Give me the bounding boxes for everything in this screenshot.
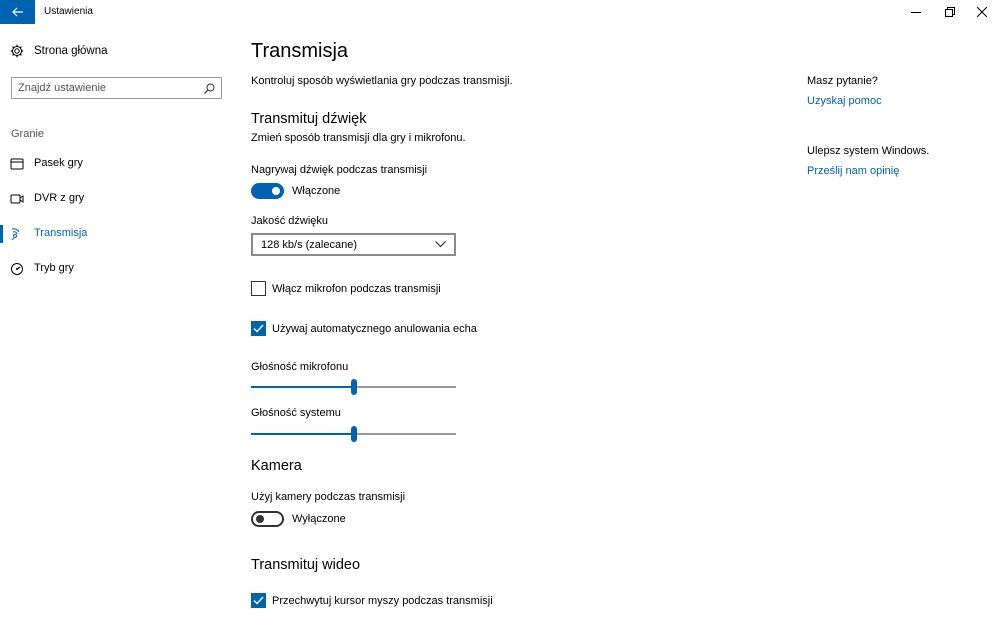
mic-volume-slider[interactable] bbox=[251, 379, 456, 395]
minimize-button[interactable] bbox=[898, 0, 934, 24]
checkmark-icon bbox=[253, 596, 264, 605]
page-description: Kontroluj sposób wyświetlania gry podczas transmisji. bbox=[251, 75, 513, 87]
audio-quality-dropdown[interactable] bbox=[251, 233, 456, 256]
mic-checkbox-row[interactable] bbox=[251, 281, 441, 296]
record-audio-toggle[interactable] bbox=[251, 183, 284, 199]
restore-icon bbox=[945, 7, 955, 17]
question-text: Masz pytanie? bbox=[807, 75, 878, 87]
get-help-link[interactable]: Uzyskaj pomoc bbox=[807, 95, 882, 107]
sidebar-item-label: Pasek gry bbox=[34, 157, 83, 169]
sidebar-item-broadcast[interactable] bbox=[0, 222, 232, 246]
cursor-checkbox-row[interactable] bbox=[251, 593, 493, 608]
improve-text: Ulepsz system Windows. bbox=[807, 145, 930, 157]
checkmark-icon bbox=[253, 324, 264, 333]
video-heading: Transmituj wideo bbox=[251, 557, 361, 573]
echo-checkbox[interactable] bbox=[251, 321, 266, 336]
record-audio-state: Włączone bbox=[292, 185, 341, 197]
camera-state: Wyłączone bbox=[292, 513, 346, 525]
camera-use-label: Użyj kamery podczas transmisji bbox=[251, 491, 406, 503]
camera-toggle-row bbox=[251, 511, 346, 527]
title-bar bbox=[0, 0, 1000, 24]
page-title: Transmisja bbox=[251, 40, 349, 62]
close-icon bbox=[977, 7, 987, 17]
game-bar-icon bbox=[10, 157, 24, 171]
audio-heading: Transmituj dźwięk bbox=[251, 111, 367, 127]
sidebar-item-label: Transmisja bbox=[34, 227, 88, 239]
app-title: Ustawienia bbox=[44, 6, 93, 17]
chevron-down-icon bbox=[435, 241, 446, 248]
system-volume-label: Głośność systemu bbox=[251, 407, 341, 419]
section-label: Granie bbox=[11, 128, 45, 140]
gear-icon bbox=[10, 44, 24, 58]
sidebar-item-game-bar[interactable] bbox=[0, 152, 232, 176]
echo-checkbox-label: Używaj automatycznego anulowania echa bbox=[272, 322, 477, 335]
back-button[interactable] bbox=[0, 0, 35, 24]
close-button[interactable] bbox=[964, 0, 1000, 24]
game-dvr-icon bbox=[10, 192, 24, 206]
audio-quality-label: Jakość dźwięku bbox=[251, 215, 329, 227]
camera-toggle[interactable] bbox=[251, 511, 284, 527]
minimize-icon bbox=[911, 7, 921, 17]
camera-heading: Kamera bbox=[251, 458, 302, 474]
mic-checkbox[interactable] bbox=[251, 281, 266, 296]
sidebar bbox=[0, 24, 232, 637]
home-nav-item[interactable] bbox=[10, 44, 108, 58]
record-audio-label: Nagrywaj dźwięk podczas transmisji bbox=[251, 164, 428, 176]
sidebar-item-label: Tryb gry bbox=[34, 262, 74, 274]
search-box[interactable] bbox=[11, 77, 222, 99]
audio-quality-value: 128 kb/s (zalecane) bbox=[261, 238, 357, 251]
mic-checkbox-label: Włącz mikrofon podczas transmisji bbox=[272, 282, 441, 295]
back-arrow-icon bbox=[12, 7, 24, 17]
home-label: Strona główna bbox=[34, 45, 108, 57]
sidebar-item-game-dvr[interactable] bbox=[0, 187, 232, 211]
cursor-checkbox-label: Przechwytuj kursor myszy podczas transmisji bbox=[272, 594, 493, 607]
slider-thumb[interactable] bbox=[351, 379, 357, 395]
cursor-checkbox[interactable] bbox=[251, 593, 266, 608]
restore-button[interactable] bbox=[932, 0, 968, 24]
echo-checkbox-row[interactable] bbox=[251, 321, 477, 336]
sidebar-item-game-mode[interactable] bbox=[0, 257, 232, 281]
slider-thumb[interactable] bbox=[351, 426, 357, 442]
record-audio-toggle-row bbox=[251, 183, 340, 199]
game-mode-icon bbox=[10, 262, 24, 276]
broadcast-icon bbox=[10, 227, 24, 241]
slider-fill bbox=[251, 386, 354, 388]
mic-volume-label: Głośność mikrofonu bbox=[251, 361, 349, 373]
search-input[interactable] bbox=[18, 82, 204, 94]
slider-fill bbox=[251, 433, 354, 435]
audio-subtext: Zmień sposób transmisji dla gry i mikrofonu. bbox=[251, 132, 466, 144]
sidebar-item-label: DVR z gry bbox=[34, 192, 85, 204]
feedback-link[interactable]: Prześlij nam opinię bbox=[807, 165, 900, 177]
search-icon[interactable] bbox=[204, 83, 215, 94]
system-volume-slider[interactable] bbox=[251, 426, 456, 442]
